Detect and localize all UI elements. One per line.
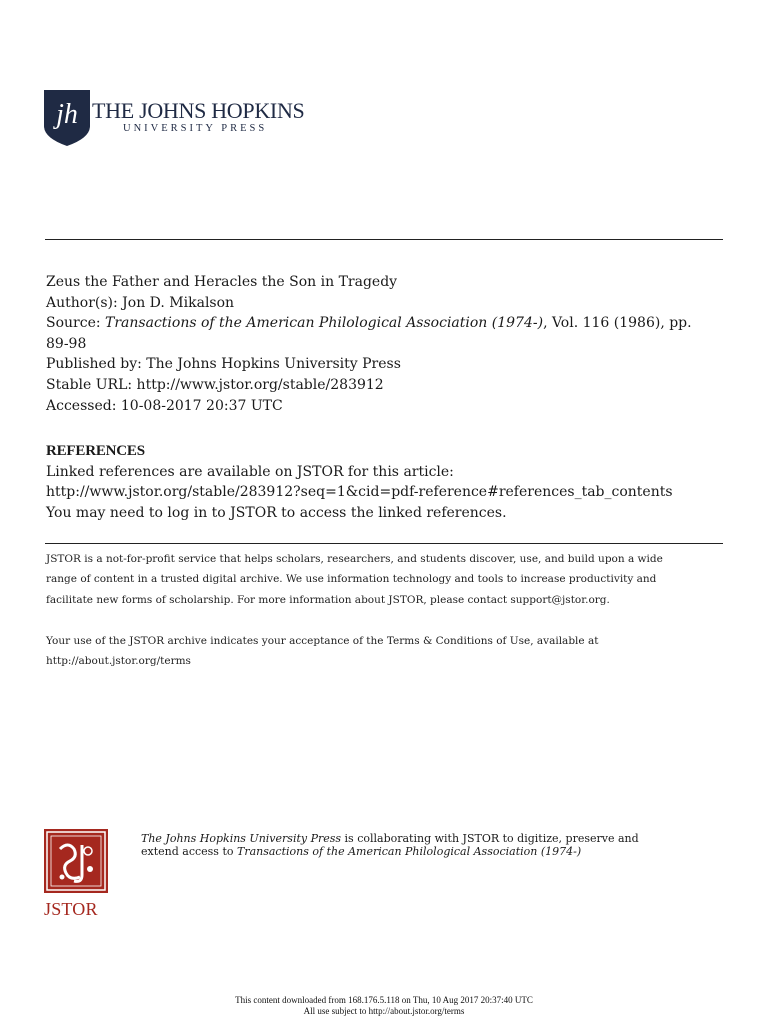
download-footer: This content downloaded from 168.176.5.118 on Thu, 10 Aug 2017 20:37:40 UTC All use subject to http://about.jstor.org/terms: [235, 995, 533, 1016]
article-accessed: Accessed: 10-08-2017 20:37 UTC: [46, 397, 283, 414]
collaboration-note: The Johns Hopkins University Press is collaborating with JSTOR to digitize, preserve and extend access to Transactions of the American Philological Association (1974-): [141, 832, 639, 858]
middle-divider: [45, 543, 723, 544]
publisher-logo-name: THE JOHNS HOPKINS: [92, 98, 305, 123]
terms-link[interactable]: http://about.jstor.org/terms: [46, 655, 191, 668]
jh-shield-icon: [44, 90, 90, 146]
article-stable-url: Stable URL: http://www.jstor.org/stable/283912: [46, 376, 384, 393]
article-publisher: Published by: The Johns Hopkins University Press: [46, 356, 401, 373]
jstor-wordmark: JSTOR: [44, 899, 98, 919]
article-pages: 89-98: [46, 335, 87, 352]
jstor-emblem-icon: [44, 829, 108, 893]
article-title: Zeus the Father and Heracles the Son in Tragedy: [46, 274, 398, 290]
references-heading: REFERENCES: [46, 443, 145, 459]
publisher-logo: [44, 90, 305, 148]
references-line: Linked references are available on JSTOR for this article:: [46, 463, 454, 480]
jstor-logo: [44, 829, 110, 921]
jstor-notice: JSTOR is a not-for-profit service that helps scholars, researchers, and students discover, use, and build upon a wide range of content in a trusted digital archive. We use information technology and tools to increase productivity and facilitate new forms of scholarship. For more information about JSTOR, please contact support@jstor.org.: [46, 553, 663, 606]
footer-terms-link[interactable]: All use subject to http://about.jstor.org/terms: [303, 1005, 465, 1016]
article-metadata: [46, 272, 692, 416]
article-source: Source: Transactions of the American Philological Association (1974-), Vol. 116 (1986), pp.: [46, 315, 692, 332]
svg-text:jh: jh: [56, 99, 78, 130]
terms-notice: Your use of the JSTOR archive indicates your acceptance of the Terms & Conditions of Use, available at http://about.jstor.org/terms: [46, 635, 599, 668]
top-divider: [45, 239, 723, 240]
references-section: [46, 441, 673, 523]
source-journal: Transactions of the American Philological Association (1974-): [105, 315, 544, 332]
references-login-note: You may need to log in to JSTOR to access the linked references.: [46, 504, 507, 521]
references-link[interactable]: http://www.jstor.org/stable/283912?seq=1&cid=pdf-reference#references_tab_contents: [46, 484, 673, 501]
stable-url-link[interactable]: http://www.jstor.org/stable/283912: [136, 376, 384, 393]
article-authors: Author(s): Jon D. Mikalson: [46, 294, 235, 311]
publisher-logo-subtitle: UNIVERSITY PRESS: [123, 123, 268, 134]
